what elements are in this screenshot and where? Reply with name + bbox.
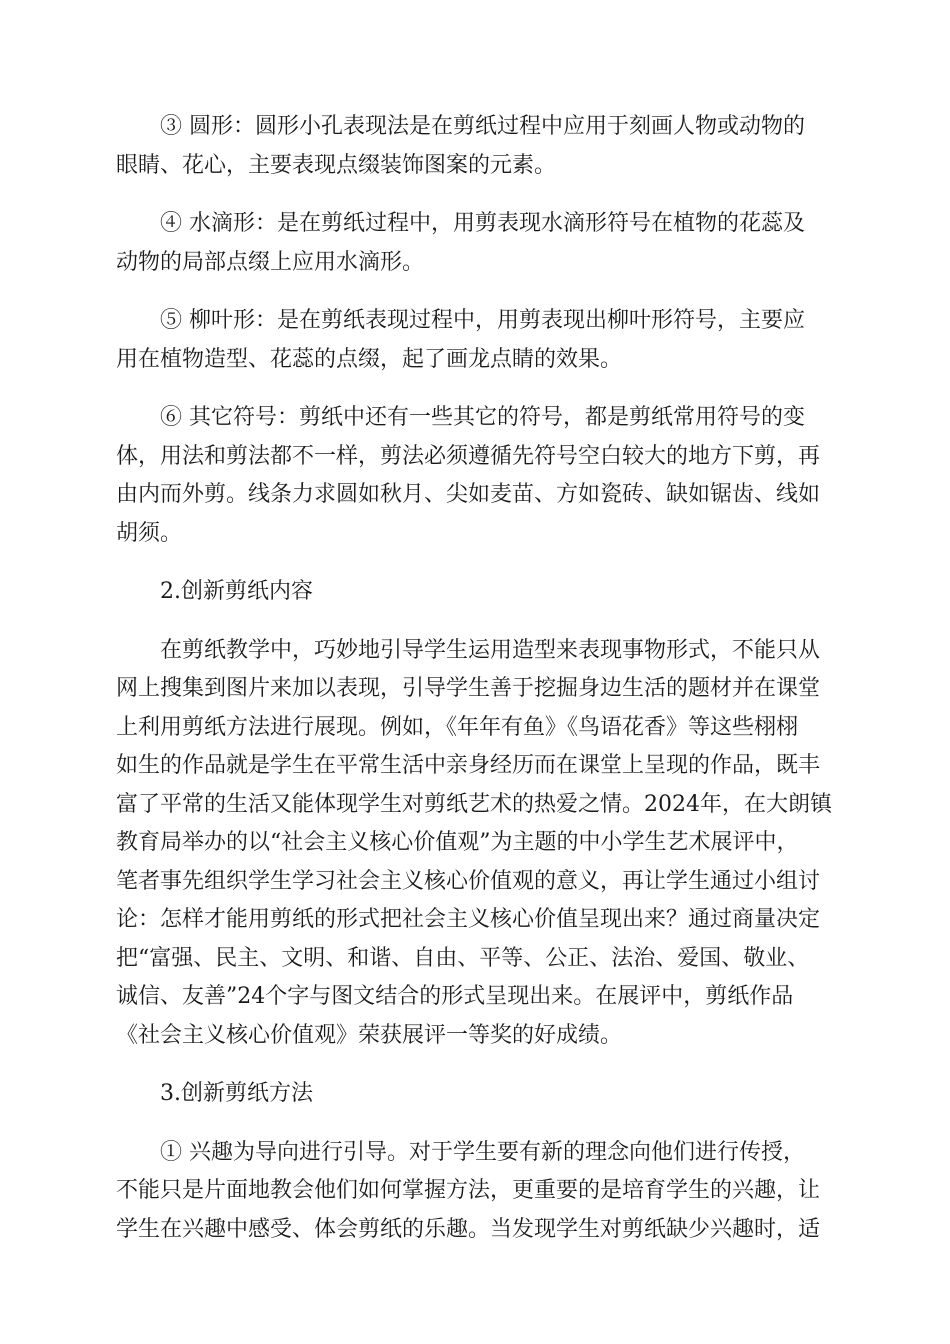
text-line: 不能只是片面地教会他们如何掌握方法，更重要的是培育学生的兴趣，让 <box>116 1178 821 1203</box>
text-line: 在剪纸教学中，巧妙地引导学生运用造型来表现事物形式，不能只从 <box>160 637 821 663</box>
text-line: 胡须。 <box>116 520 183 546</box>
text-line: ① 兴趣为导向进行引导。对于学生要有新的理念向他们进行传授， <box>160 1139 805 1165</box>
heading-innovate-content: 2.创新剪纸内容 <box>160 579 313 604</box>
text-line: 用在植物造型、花蕊的点缀，起了画龙点睛的效果。 <box>116 346 623 372</box>
para-circle <box>116 108 836 185</box>
text-line: 学生在兴趣中感受、体会剪纸的乐趣。当发现学生对剪纸缺少兴趣时，适 <box>116 1216 821 1242</box>
text-line: 动物的局部点缀上应用水滴形。 <box>116 249 425 275</box>
text-line: 上利用剪纸方法进行展现。例如，《年年有鱼》《鸟语花香》等这些栩栩 <box>116 714 799 740</box>
text-line: 网上搜集到图片来加以表现，引导学生善于挖掘身边生活的题材并在课堂 <box>116 676 821 701</box>
text-line: ⑥ 其它符号：剪纸中还有一些其它的符号，都是剪纸常用符号的变 <box>160 405 805 430</box>
para-willow-leaf <box>116 302 836 379</box>
text-line: ④ 水滴形：是在剪纸过程中，用剪表现水滴形符号在植物的花蕊及 <box>160 211 805 236</box>
para-other-symbols <box>116 399 836 553</box>
text-line: 《社会主义核心价值观》荣获展评一等奖的好成绩。 <box>116 1022 623 1048</box>
para-interest-guide <box>116 1134 836 1250</box>
document-page <box>116 108 836 1269</box>
text-line: 笔者事先组织学生学习社会主义核心价值观的意义，再让学生通过小组讨 <box>116 868 821 894</box>
heading-innovate-method: 3.创新剪纸方法 <box>160 1081 313 1106</box>
text-line: ③ 圆形：圆形小孔表现法是在剪纸过程中应用于刻画人物或动物的 <box>160 114 805 139</box>
text-line: ⑤ 柳叶形：是在剪纸表现过程中，用剪表现出柳叶形符号，主要应 <box>160 308 805 333</box>
text-line: 把“富强、民主、文明、和谐、自由、平等、公正、法治、爱国、敬业、 <box>116 945 810 971</box>
text-line: 论：怎样才能用剪纸的形式把社会主义核心价值呈现出来？通过商量决定 <box>116 907 821 932</box>
text-line: 如生的作品就是学生在平常生活中亲身经历而在课堂上呈现的作品，既丰 <box>116 753 821 778</box>
text-line: 富了平常的生活又能体现学生对剪纸艺术的热爱之情。2024年，在大朗镇 <box>116 791 832 817</box>
text-line: 体，用法和剪法都不一样，剪法必须遵循先符号空白较大的地方下剪，再 <box>116 443 821 469</box>
text-line: 由内而外剪。线条力求圆如秋月、尖如麦苗、方如瓷砖、缺如锯齿、线如 <box>116 482 821 507</box>
text-line: 眼睛、花心，主要表现点缀装饰图案的元素。 <box>116 152 557 178</box>
text-line: 教育局举办的以“社会主义核心价值观”为主题的中小学生艺术展评中， <box>116 830 799 855</box>
para-innovate-content <box>116 632 836 1056</box>
para-waterdrop <box>116 205 836 282</box>
text-line: 诚信、友善”24个字与图文结合的形式呈现出来。在展评中，剪纸作品 <box>116 984 794 1009</box>
